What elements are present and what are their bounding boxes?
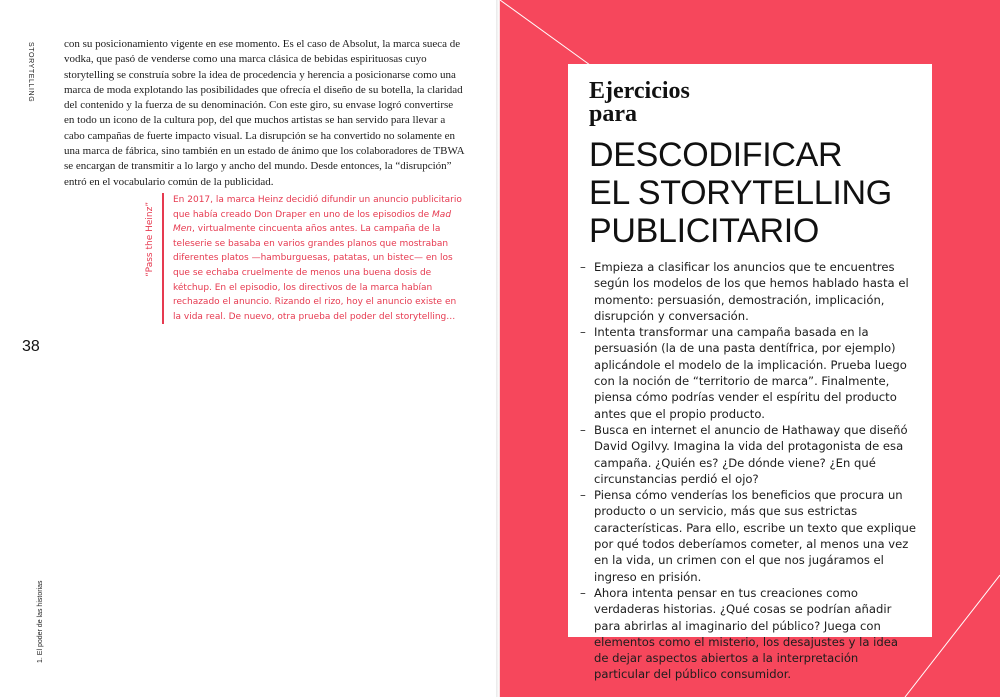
exercise-item (580, 487, 916, 585)
exercise-text: Ahora intenta pensar en tus creaciones como verdaderas historias. ¿Qué cosas se podrían añadir para abrirlas al imaginario del público? Juega con elementos como el misterio, los desajustes y la idea de dejar aspectos abiertos a la interpretación particular del público consumidor. (594, 585, 898, 682)
card-headline (589, 136, 916, 250)
body-text (64, 37, 464, 190)
sidebar-text-start: En 2017, la marca Heinz decidió difundir un anuncio publicitario que había creado Don Draper en uno de los episodios de (173, 195, 462, 220)
dash-bullet: – (580, 585, 586, 600)
running-head: STORYTELLING (27, 42, 34, 103)
exercise-text: Piensa cómo venderías los beneficios que procura un producto o un servicio, más que sus estrictas características. Para ello, escribe un texto que explique por qué todos deberíamos cometer, al menos una vez en la vida, un crimen con el que nos jugáramos el ingreso en prisión. (594, 488, 916, 584)
exercise-text: Empieza a clasificar los anuncios que te encuentres según los modelos de los que hemos hablado hasta el momento: persuasión, demostración, implicación, disrupción y conversación. (594, 260, 909, 323)
chapter-footer: 1. El poder de las historias (37, 580, 44, 663)
dash-bullet: – (580, 260, 586, 274)
sidebar-box (162, 193, 463, 324)
exercise-text: Intenta transformar una campaña basada en la persuasión (la de una pasta dentífrica, por ejemplo) aplicándole el modelo de la implicación. Prueba luego con la noción de “territorio de marca”. Finalmente, piensa cómo podrías vender el espíritu del producto antes que el propio producto. (594, 325, 907, 421)
card-kicker (589, 80, 916, 126)
sidebar-text (173, 193, 463, 324)
dash-bullet: – (580, 325, 586, 340)
card-kicker-line-2: para (589, 101, 637, 127)
exercise-item (580, 324, 916, 422)
dash-bullet: – (580, 422, 586, 437)
exercise-item (580, 585, 916, 683)
body-paragraph: con su posicionamiento vigente en ese momento. Es el caso de Absolut, la marca sueca de vodka, que pasó de venderse como una marca clásica de bebidas espirituosas cuyo storytelling se construía sobre la idea de procedencia y herencia a posicionarse como una marca de moda explotando las posibilidades que ofrecía el diseño de su botella, la claridad del contenido y la fuerza de su denominación. Con este giro, su envase logró convertirse en todo un icono de la cultura pop, del que muchos artistas se han servido para llevar a cabo campañas de fuerte impacto visual. La disrupción se ha convertido no solamente en una marca de fábrica, sino también en un estado de ánimo que los colaboradores de TBWA se encargan de transmitir a lo largo y ancho del mundo. Desde entonces, la “disrupción” entró en el vocabulario común de la publicidad. (64, 38, 464, 188)
exercise-list (580, 259, 916, 683)
right-page (500, 0, 1000, 697)
page-number: 38 (22, 338, 40, 355)
exercise-text: Busca en internet el anuncio de Hathaway que diseñó David Ogilvy. Imagina la vida del protagonista de esa campaña. ¿Quién es? ¿De dónde viene? ¿En qué circunstancias perdió el ojo? (594, 422, 908, 486)
sidebar-text-end: , virtualmente cincuenta años antes. La campaña de la teleserie se basaba en varios grandes planos que mostraban diferentes platos —hamburguesas, patatas, un bistec— en los que se echaba cruelmente de menos una buena dosis de kétchup. En el episodio, los directivos de la marca habían rechazado el anuncio. Rizando el rizo, hoy el anuncio existe en la vida real. De nuevo, otra prueba del poder del storytelling… (173, 224, 457, 322)
headline-line: PUBLICITARIO (589, 212, 820, 250)
sidebar-italic-title: Mad Men (173, 209, 452, 235)
exercise-card (568, 64, 932, 682)
exercise-item (580, 259, 916, 324)
headline-line: DESCODIFICAR (589, 136, 843, 174)
headline-line: EL STORYTELLING (589, 174, 892, 212)
sidebar-label: “Pass the Heinz” (145, 202, 155, 277)
card-kicker-line-1: Ejercicios (589, 78, 690, 104)
exercise-item (580, 422, 916, 487)
dash-bullet: – (580, 488, 586, 503)
